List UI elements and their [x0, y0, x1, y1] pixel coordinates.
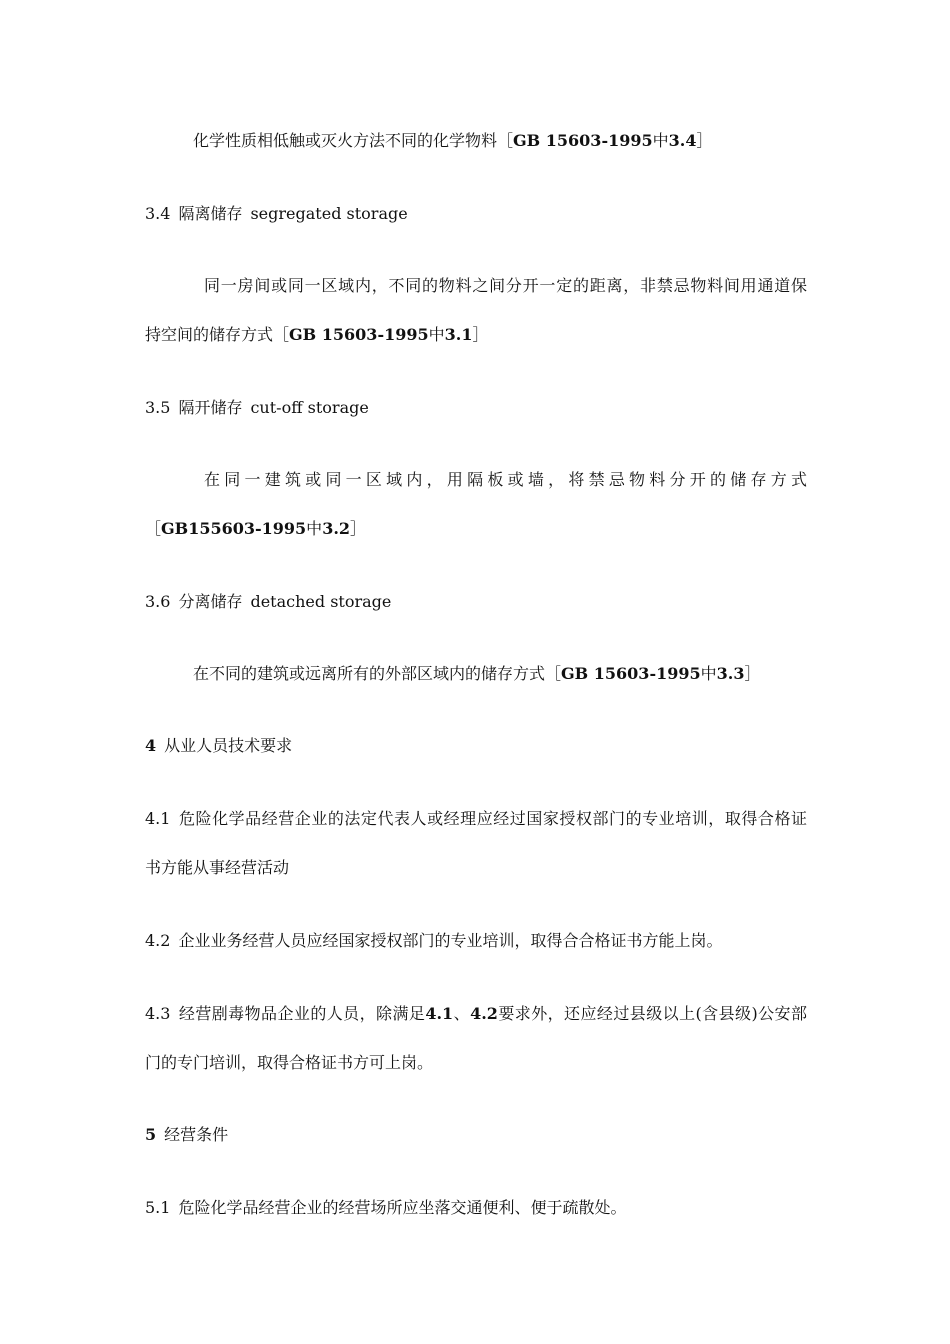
section-heading-5	[145, 1124, 807, 1146]
text: ［	[145, 519, 162, 538]
section-number: 3.4	[145, 204, 171, 223]
section-number: 3.6	[145, 592, 171, 611]
reference-section: 3.1	[444, 325, 473, 344]
section-title: 隔开储存	[178, 398, 243, 417]
text: 化学性质相低触或灭火方法不同的化学物料［	[193, 131, 514, 150]
reference-standard: GB155603-1995	[161, 519, 307, 538]
paragraph-segregated-line2	[145, 324, 807, 346]
section-heading-3-6	[145, 591, 807, 613]
section-heading-3-5	[145, 397, 807, 419]
section-title: 分离储存	[178, 592, 243, 611]
text: 中	[652, 131, 669, 150]
text: ］	[744, 664, 761, 683]
paragraph-incompatible-materials-def	[193, 130, 807, 152]
clause-4-1-line2	[145, 857, 807, 879]
text: 门的专门培训，取得合格证书方可上岗。	[145, 1053, 434, 1072]
text: 在同一建筑或同一区域内，用隔板或墙，将禁忌物料分开的储存方式	[204, 470, 807, 489]
text: 中	[700, 664, 717, 683]
text: 中	[428, 325, 445, 344]
text: 在不同的建筑或远离所有的外部区域内的储存方式［	[193, 664, 562, 683]
clause-4-1-line1	[145, 808, 807, 830]
text: 企业业务经营人员应经国家授权部门的专业培训，取得合合格证书方能上岗。	[178, 931, 723, 950]
text: 持空间的储存方式［	[145, 325, 290, 344]
text: 同一房间或同一区域内，不同的物料之间分开一定的距离，非禁忌物料间用通道保	[204, 276, 807, 295]
clause-4-3-line2	[145, 1052, 807, 1074]
section-title: 经营条件	[164, 1125, 229, 1144]
clause-number: 4.3	[145, 1004, 171, 1023]
text: 危险化学品经营企业的经营场所应坐落交通便利、便于疏散处。	[178, 1198, 627, 1217]
section-heading-3-4	[145, 203, 807, 225]
section-number: 3.5	[145, 398, 171, 417]
text: ］	[350, 519, 367, 538]
text: 、	[453, 1004, 471, 1023]
section-english-term: cut-off storage	[250, 398, 369, 417]
text: 危险化学品经营企业的法定代表人或经理应经过国家授权部门的专业培训，取得合格证	[178, 809, 807, 828]
section-english-term: segregated storage	[250, 204, 408, 223]
clause-number: 4.2	[145, 931, 171, 950]
section-title: 从业人员技术要求	[164, 736, 293, 755]
clause-number: 4.1	[145, 809, 171, 828]
text: ］	[696, 131, 713, 150]
section-heading-4	[145, 735, 807, 757]
text: ］	[472, 325, 489, 344]
reference-standard: GB 15603-1995	[289, 325, 429, 344]
clause-4-3-line1	[145, 1003, 807, 1025]
reference-standard: GB 15603-1995	[513, 131, 653, 150]
section-number: 4	[145, 736, 157, 755]
text: 书方能从事经营活动	[145, 858, 290, 877]
clause-reference: 4.1	[425, 1004, 454, 1023]
paragraph-segregated-line1	[204, 275, 807, 297]
clause-reference: 4.2	[470, 1004, 498, 1023]
text: 中	[306, 519, 323, 538]
clause-4-2	[145, 930, 807, 952]
section-number: 5	[145, 1125, 157, 1144]
paragraph-cutoff-line2	[145, 518, 807, 540]
reference-section: 3.4	[668, 131, 697, 150]
paragraph-cutoff-line1	[204, 469, 807, 491]
reference-standard: GB 15603-1995	[561, 664, 701, 683]
reference-section: 3.2	[322, 519, 351, 538]
paragraph-detached	[193, 663, 807, 685]
section-english-term: detached storage	[250, 592, 392, 611]
section-title: 隔离储存	[178, 204, 243, 223]
clause-5-1	[145, 1197, 807, 1219]
clause-number: 5.1	[145, 1198, 171, 1217]
text: 要求外，还应经过县级以上(含县级)公安部	[497, 1004, 807, 1023]
reference-section: 3.3	[716, 664, 745, 683]
text: 经营剧毒物品企业的人员，除满足	[178, 1004, 426, 1023]
